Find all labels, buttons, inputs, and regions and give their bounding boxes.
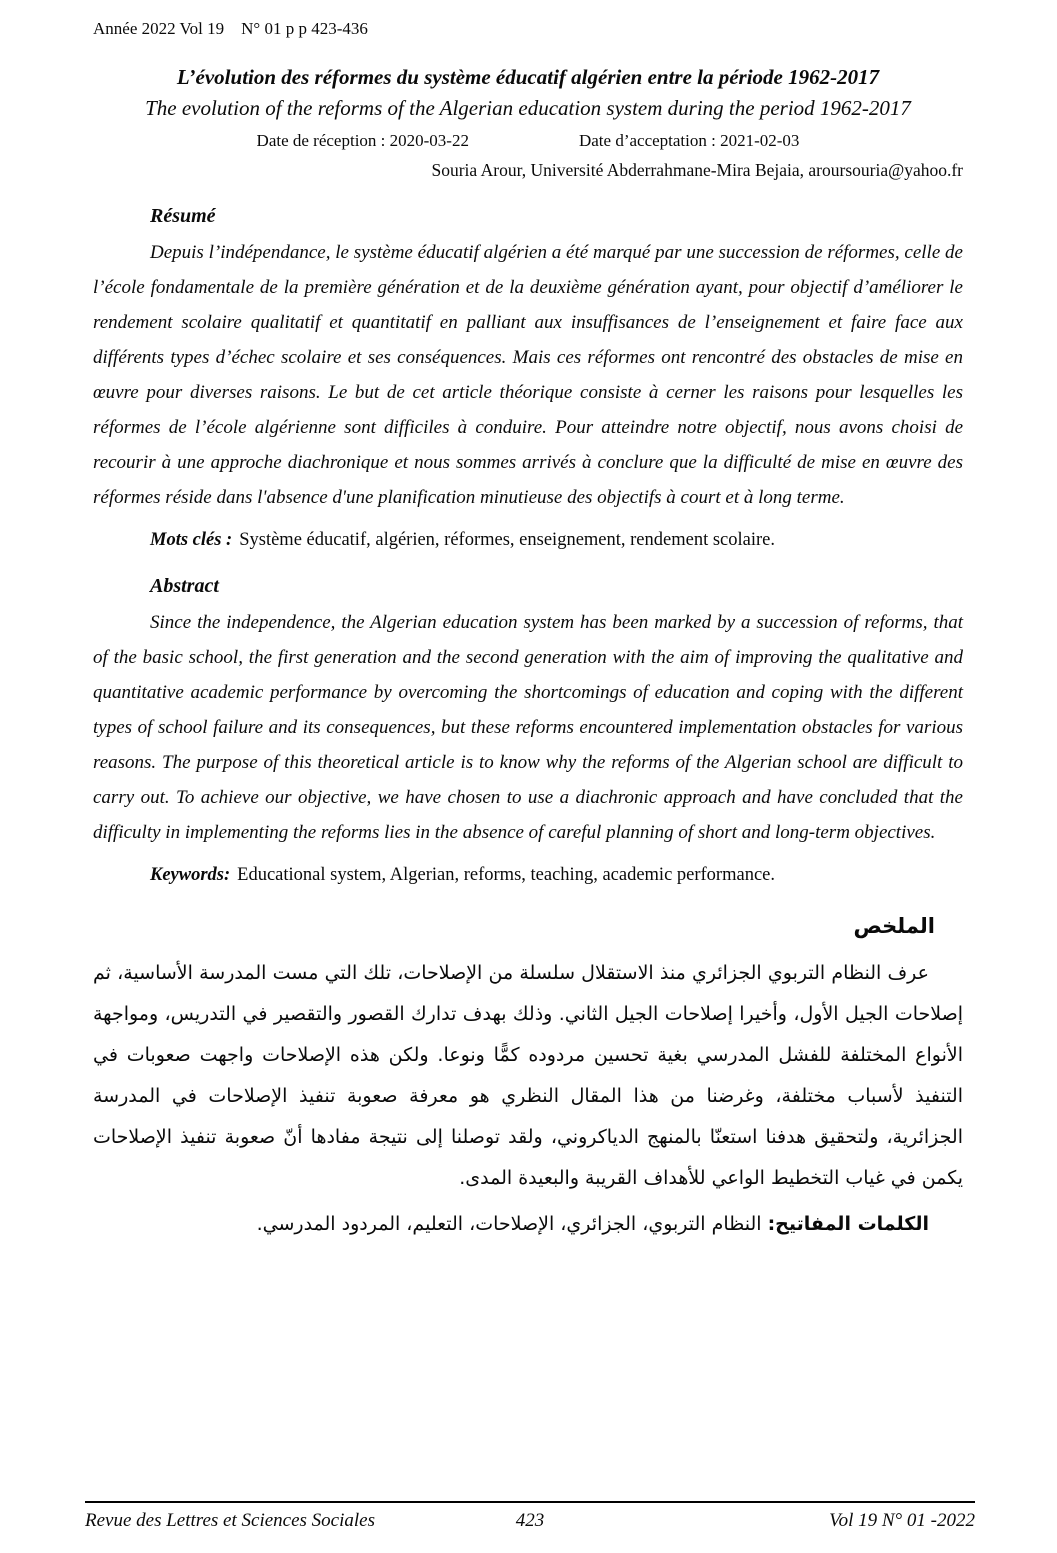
keywords-line	[150, 863, 963, 887]
keywords-label: Keywords:	[150, 865, 231, 885]
resume-body: Depuis l’indépendance, le système éducatif algérien a été marqué par une succession de réformes, celle de l’école fondamentale de la première génération et de la deuxième génération ayant, pour objectif d’améliorer le rendement scolaire qualitatif et quantitatif en palliant aux insuffisances de l’enseignement et faire face aux différents types d’échec scolaire et ses conséquences. Mais ces réformes ont rencontré des obstacles de mise en œuvre pour diverses raisons. Le but de cet article théorique consiste à cerner les raisons pour lesquelles les réformes de l’école algérienne sont difficiles à conduire. Pour atteindre notre objectif, nous avons choisi de recourir à une approche diachronique et nous sommes arrivés à conclure que la difficulté de mise en œuvre des réformes réside dans l'absence d'une planification minutieuse des objectifs à court et à long terme.	[93, 242, 963, 508]
arabic-abstract-body: عرف النظام التربوي الجزائري منذ الاستقلال سلسلة من الإصلاحات، تلك التي مست المدرسة الأساسية، ثم إصلاحات الجيل الأول، وأخيرا إصلاحات الجيل الثاني. وذلك بهدف تدارك القصور والتقصير في التدريس، ومواجهة الأنواع المختلفة للفشل المدرسي بغية تحسين مردوده كمًّا ونوعا. ولكن هذه الإصلاحات واجهت صعوبات في التنفيذ لأسباب مختلفة، وغرضنا من هذا المقال النظري هو معرفة صعوبة تنفيذ الإصلاحات في المدرسة الجزائرية، ولتحقيق هدفنا استعنّا بالمنهج الدياكروني، ولقد توصلنا إلى نتيجة مفادها أنّ صعوبة تنفيذ الإصلاحات يكمن في غياب التخطيط الواعي للأهداف القريبة والبعيدة المدى.	[93, 962, 963, 1189]
footer-journal-name: Revue des Lettres et Sciences Sociales	[85, 1510, 375, 1531]
dates-row	[93, 130, 963, 152]
date-acceptation: Date d’acceptation : 2021-02-03	[578, 131, 800, 150]
journal-issue-line: Année 2022 Vol 19 N° 01 p p 423-436	[93, 19, 368, 38]
article-title-english: The evolution of the reforms of the Algerian education system during the period 1962-2017	[145, 96, 911, 120]
mots-cles-label: Mots clés :	[150, 530, 233, 550]
abstract-body: Since the independence, the Algerian education system has been marked by a succession of reforms, that of the basic school, the first generation and the second generation with the aim of improving the qualitative and quantitative academic performance by overcoming the shortcomings of education and coping with the different types of school failure and its consequences, but these reforms encountered implementation obstacles for various reasons. The purpose of this theoretical article is to know why the reforms of the Algerian school are difficult to carry out. To achieve our objective, we have chosen to use a diachronic approach and have concluded that the difficulty in implementing the reforms lies in the absence of careful planning of short and long-term objectives.	[93, 612, 963, 843]
footer-page-number: 423	[515, 1510, 545, 1531]
arabic-keywords-label: الكلمات المفاتيح:	[767, 1213, 929, 1235]
arabic-abstract-heading: الملخص	[853, 914, 935, 938]
footer-volume: Vol 19 N° 01 -2022	[829, 1510, 975, 1531]
article-title-french: L’évolution des réformes du système éducatif algérien entre la période 1962-2017	[176, 65, 880, 89]
date-reception: Date de réception : 2020-03-22	[256, 131, 469, 150]
mots-cles-line	[150, 528, 963, 552]
keywords-text: Educational system, Algerian, reforms, teaching, academic performance.	[237, 865, 775, 885]
mots-cles-text: Système éducatif, algérien, réformes, enseignement, rendement scolaire.	[239, 530, 775, 550]
resume-heading: Résumé	[150, 205, 216, 227]
page-footer	[85, 1501, 975, 1533]
arabic-keywords-text: النظام التربوي، الجزائري، الإصلاحات، التعليم، المردود المدرسي.	[256, 1213, 762, 1235]
author-line: Souria Arour, Université Abderrahmane-Mira Bejaia, aroursouria@yahoo.fr	[431, 160, 963, 180]
abstract-heading: Abstract	[150, 575, 219, 597]
arabic-keywords-line	[93, 1209, 963, 1239]
